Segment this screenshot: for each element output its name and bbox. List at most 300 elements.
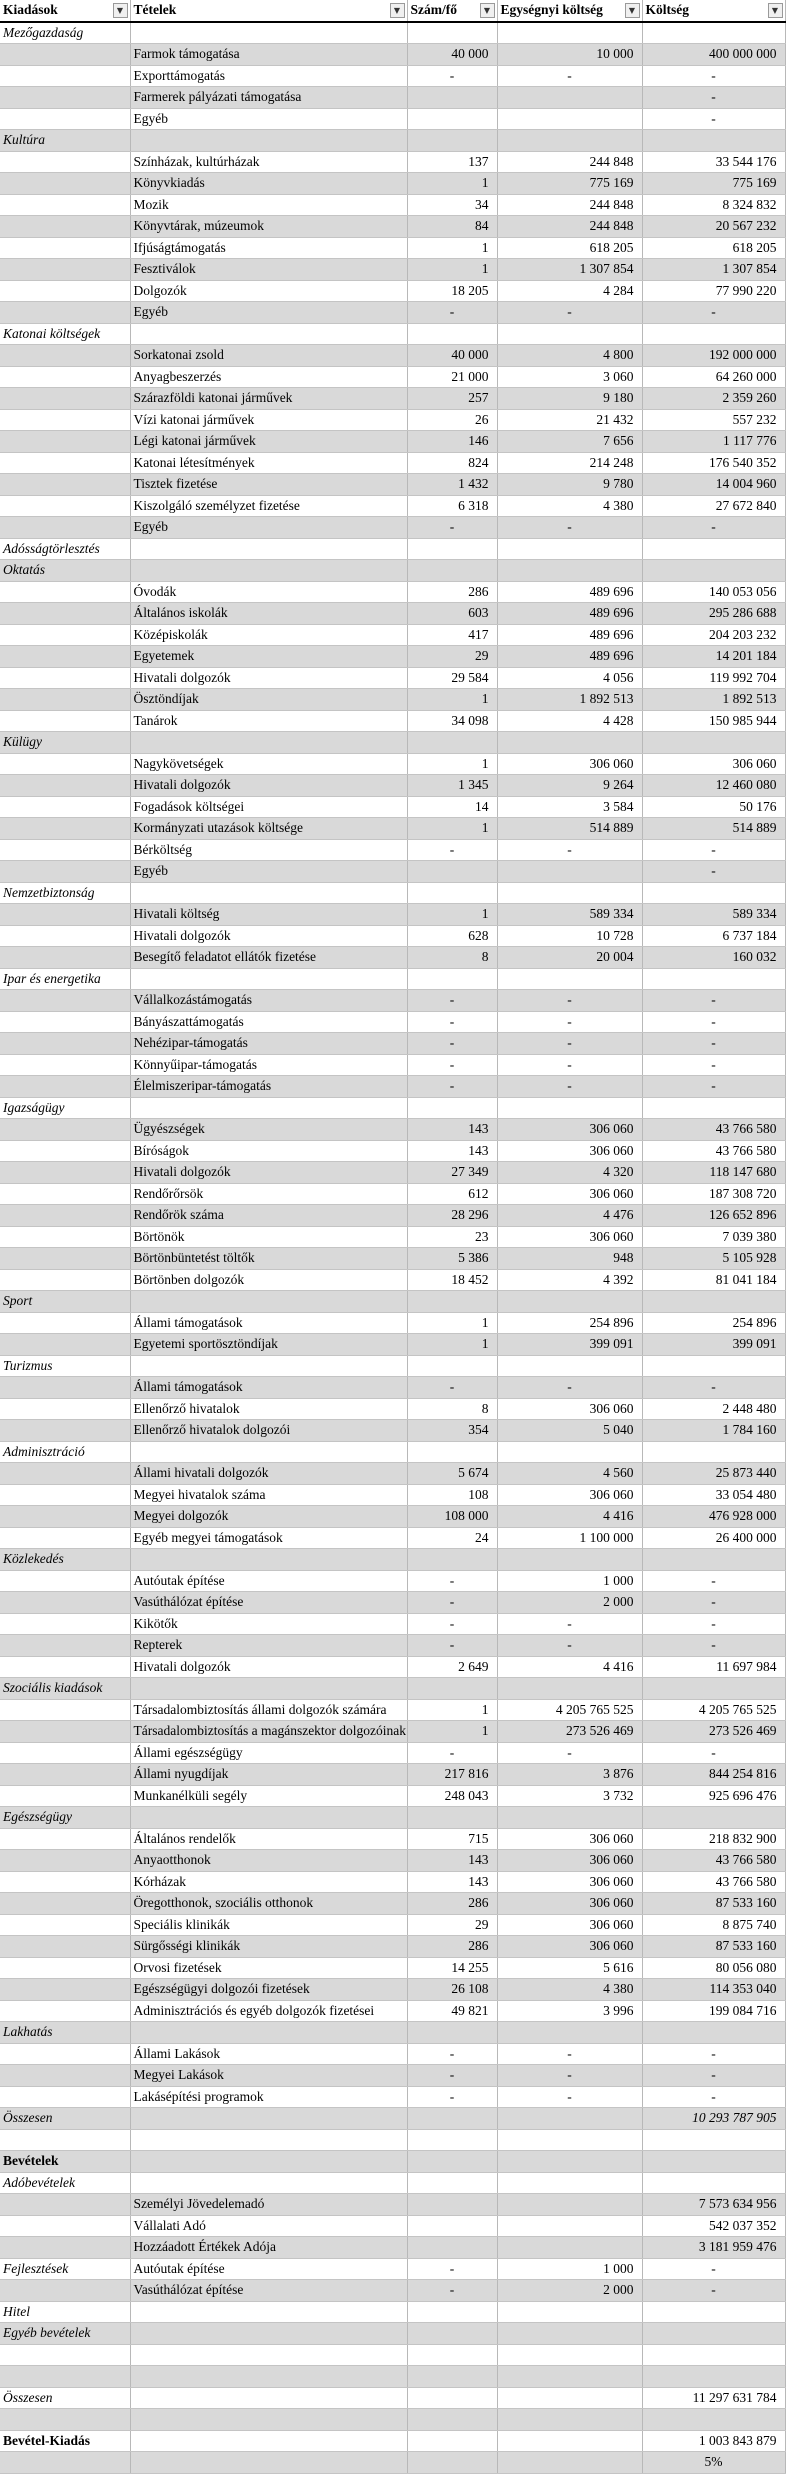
cost-cell[interactable] [642,2366,785,2388]
item-cell[interactable]: Könyvtárak, múzeumok [130,216,407,238]
cost-cell[interactable] [642,1355,785,1377]
category-cell[interactable] [0,65,130,87]
category-cell[interactable] [0,1162,130,1184]
cost-cell[interactable]: 557 232 [642,409,785,431]
category-cell[interactable] [0,1033,130,1055]
unit-cost-cell[interactable]: 306 060 [497,1140,642,1162]
cost-cell[interactable]: 43 766 580 [642,1119,785,1141]
unit-cost-cell[interactable] [497,560,642,582]
item-cell[interactable]: Óvodák [130,581,407,603]
unit-cost-cell[interactable]: 514 889 [497,818,642,840]
category-cell[interactable] [0,1764,130,1786]
cost-cell[interactable]: 43 766 580 [642,1850,785,1872]
item-cell[interactable]: Börtönben dolgozók [130,1269,407,1291]
count-cell[interactable] [407,2301,497,2323]
cost-cell[interactable]: 6 737 184 [642,925,785,947]
unit-cost-cell[interactable]: 9 180 [497,388,642,410]
item-cell[interactable]: Farmerek pályázati támogatása [130,87,407,109]
unit-cost-cell[interactable]: 489 696 [497,646,642,668]
count-cell[interactable]: - [407,990,497,1012]
category-cell[interactable] [0,1484,130,1506]
category-cell[interactable] [0,517,130,539]
count-cell[interactable]: - [407,1592,497,1614]
category-cell[interactable] [0,2280,130,2302]
count-cell[interactable]: 286 [407,581,497,603]
item-cell[interactable]: Vállalati Adó [130,2215,407,2237]
item-cell[interactable]: Hivatali dolgozók [130,1162,407,1184]
unit-cost-cell[interactable] [497,1549,642,1571]
unit-cost-cell[interactable]: 4 380 [497,495,642,517]
count-cell[interactable]: 1 345 [407,775,497,797]
item-cell[interactable]: Könyvkiadás [130,173,407,195]
unit-cost-cell[interactable]: - [497,1011,642,1033]
item-cell[interactable] [130,2301,407,2323]
item-cell[interactable] [130,2366,407,2388]
unit-cost-cell[interactable] [497,2022,642,2044]
category-cell[interactable]: Lakhatás [0,2022,130,2044]
item-cell[interactable]: Hivatali dolgozók [130,667,407,689]
category-cell[interactable] [0,796,130,818]
cost-cell[interactable] [642,1097,785,1119]
cost-cell[interactable]: 14 201 184 [642,646,785,668]
category-cell[interactable] [0,1957,130,1979]
count-cell[interactable] [407,882,497,904]
cost-cell[interactable]: 5 105 928 [642,1248,785,1270]
unit-cost-cell[interactable]: 4 476 [497,1205,642,1227]
category-cell[interactable] [0,237,130,259]
category-cell[interactable] [0,1506,130,1528]
count-cell[interactable]: 108 [407,1484,497,1506]
unit-cost-cell[interactable]: - [497,1054,642,1076]
unit-cost-cell[interactable] [497,732,642,754]
category-cell[interactable] [0,495,130,517]
item-cell[interactable] [130,323,407,345]
item-cell[interactable] [130,2409,407,2431]
item-cell[interactable]: Könnyűipar-támogatás [130,1054,407,1076]
cost-cell[interactable]: 11 697 984 [642,1656,785,1678]
item-cell[interactable]: Állami Lakások [130,2043,407,2065]
cost-cell[interactable]: 160 032 [642,947,785,969]
category-cell[interactable] [0,280,130,302]
unit-cost-cell[interactable]: 214 248 [497,452,642,474]
cost-cell[interactable]: 199 084 716 [642,2000,785,2022]
cost-cell[interactable]: 399 091 [642,1334,785,1356]
category-cell[interactable]: Mezőgazdaság [0,22,130,44]
category-cell[interactable] [0,2129,130,2151]
category-cell[interactable] [0,2000,130,2022]
cost-cell[interactable]: 8 324 832 [642,194,785,216]
category-cell[interactable]: Katonai költségek [0,323,130,345]
item-cell[interactable]: Ifjúságtámogatás [130,237,407,259]
count-cell[interactable] [407,861,497,883]
cost-cell[interactable]: - [642,1592,785,1614]
unit-cost-cell[interactable]: 1 100 000 [497,1527,642,1549]
count-cell[interactable] [407,2452,497,2474]
count-cell[interactable] [407,2194,497,2216]
cost-cell[interactable]: 5% [642,2452,785,2474]
category-cell[interactable]: Igazságügy [0,1097,130,1119]
count-cell[interactable] [407,2215,497,2237]
count-cell[interactable] [407,2237,497,2259]
category-cell[interactable] [0,1914,130,1936]
category-cell[interactable]: Külügy [0,732,130,754]
count-cell[interactable] [407,22,497,44]
unit-cost-cell[interactable]: 10 728 [497,925,642,947]
unit-cost-cell[interactable]: 306 060 [497,1119,642,1141]
count-cell[interactable]: 217 816 [407,1764,497,1786]
category-cell[interactable] [0,1011,130,1033]
unit-cost-cell[interactable]: 306 060 [497,1226,642,1248]
item-cell[interactable]: Speciális klinikák [130,1914,407,1936]
category-cell[interactable] [0,1420,130,1442]
unit-cost-cell[interactable] [497,1678,642,1700]
unit-cost-cell[interactable]: - [497,1377,642,1399]
cost-cell[interactable] [642,968,785,990]
category-cell[interactable] [0,366,130,388]
item-cell[interactable]: Általános iskolák [130,603,407,625]
unit-cost-cell[interactable]: 1 892 513 [497,689,642,711]
cost-cell[interactable] [642,882,785,904]
count-cell[interactable]: 248 043 [407,1785,497,1807]
cost-cell[interactable]: 844 254 816 [642,1764,785,1786]
category-cell[interactable]: Sport [0,1291,130,1313]
cost-cell[interactable]: - [642,1033,785,1055]
item-cell[interactable] [130,1678,407,1700]
item-cell[interactable] [130,2108,407,2130]
cost-cell[interactable]: 542 037 352 [642,2215,785,2237]
unit-cost-cell[interactable]: 9 264 [497,775,642,797]
count-cell[interactable]: 29 [407,1914,497,1936]
item-cell[interactable] [130,2344,407,2366]
item-cell[interactable]: Sorkatonai zsold [130,345,407,367]
unit-cost-cell[interactable]: 4 416 [497,1656,642,1678]
count-cell[interactable]: - [407,302,497,324]
item-cell[interactable]: Megyei hivatalok száma [130,1484,407,1506]
category-cell[interactable] [0,259,130,281]
cost-cell[interactable]: 50 176 [642,796,785,818]
unit-cost-cell[interactable]: 254 896 [497,1312,642,1334]
item-cell[interactable]: Farmok támogatása [130,44,407,66]
category-cell[interactable] [0,173,130,195]
cost-cell[interactable]: - [642,2065,785,2087]
category-cell[interactable] [0,581,130,603]
count-cell[interactable]: - [407,2280,497,2302]
cost-cell[interactable] [642,2172,785,2194]
item-cell[interactable]: Élelmiszeripar-támogatás [130,1076,407,1098]
item-cell[interactable]: Egyéb megyei támogatások [130,1527,407,1549]
unit-cost-cell[interactable]: - [497,65,642,87]
unit-cost-cell[interactable] [497,2344,642,2366]
unit-cost-cell[interactable] [497,2366,642,2388]
cost-cell[interactable] [642,22,785,44]
unit-cost-cell[interactable]: - [497,302,642,324]
category-cell[interactable] [0,1398,130,1420]
category-cell[interactable]: Adóbevételek [0,2172,130,2194]
item-cell[interactable]: Társadalombiztosítás állami dolgozók számára [130,1699,407,1721]
unit-cost-cell[interactable]: 306 060 [497,1914,642,1936]
count-cell[interactable] [407,2129,497,2151]
count-cell[interactable] [407,968,497,990]
cost-cell[interactable]: 7 039 380 [642,1226,785,1248]
cost-cell[interactable]: 12 460 080 [642,775,785,797]
category-cell[interactable] [0,345,130,367]
count-cell[interactable]: 26 [407,409,497,431]
cost-cell[interactable] [642,2129,785,2151]
cost-cell[interactable]: 306 060 [642,753,785,775]
count-cell[interactable]: 417 [407,624,497,646]
cost-cell[interactable]: - [642,1742,785,1764]
unit-cost-cell[interactable]: 20 004 [497,947,642,969]
category-cell[interactable] [0,1248,130,1270]
cost-cell[interactable]: 192 000 000 [642,345,785,367]
category-cell[interactable] [0,1635,130,1657]
cost-cell[interactable]: 119 992 704 [642,667,785,689]
unit-cost-cell[interactable] [497,1355,642,1377]
count-cell[interactable] [407,1807,497,1829]
category-cell[interactable] [0,194,130,216]
unit-cost-cell[interactable] [497,2194,642,2216]
item-cell[interactable]: Anyaotthonok [130,1850,407,1872]
count-cell[interactable]: 8 [407,947,497,969]
count-cell[interactable]: 257 [407,388,497,410]
category-cell[interactable] [0,624,130,646]
count-cell[interactable]: 1 [407,1334,497,1356]
unit-cost-cell[interactable] [497,130,642,152]
category-cell[interactable] [0,1334,130,1356]
unit-cost-cell[interactable]: 5 040 [497,1420,642,1442]
category-cell[interactable] [0,1119,130,1141]
item-cell[interactable]: Szárazföldi katonai járművek [130,388,407,410]
cost-cell[interactable] [642,2409,785,2431]
item-cell[interactable]: Állami hivatali dolgozók [130,1463,407,1485]
unit-cost-cell[interactable]: 21 432 [497,409,642,431]
item-cell[interactable]: Egészségügyi dolgozói fizetések [130,1979,407,2001]
cost-cell[interactable]: - [642,1635,785,1657]
category-cell[interactable] [0,2086,130,2108]
item-cell[interactable]: Dolgozók [130,280,407,302]
unit-cost-cell[interactable] [497,323,642,345]
unit-cost-cell[interactable]: 948 [497,1248,642,1270]
unit-cost-cell[interactable]: 3 732 [497,1785,642,1807]
count-cell[interactable]: 715 [407,1828,497,1850]
cost-cell[interactable]: - [642,1570,785,1592]
unit-cost-cell[interactable]: - [497,990,642,1012]
count-cell[interactable]: 1 432 [407,474,497,496]
item-cell[interactable]: Ügyészségek [130,1119,407,1141]
item-cell[interactable]: Hivatali dolgozók [130,775,407,797]
cost-cell[interactable]: 80 056 080 [642,1957,785,1979]
item-cell[interactable] [130,1441,407,1463]
category-cell[interactable] [0,2215,130,2237]
cost-cell[interactable] [642,538,785,560]
unit-cost-cell[interactable]: 306 060 [497,1893,642,1915]
category-cell[interactable] [0,1721,130,1743]
item-cell[interactable]: Állami nyugdíjak [130,1764,407,1786]
category-cell[interactable] [0,990,130,1012]
item-cell[interactable]: Orvosi fizetések [130,1957,407,1979]
count-cell[interactable]: - [407,1011,497,1033]
item-cell[interactable] [130,1807,407,1829]
category-cell[interactable] [0,689,130,711]
count-cell[interactable] [407,2366,497,2388]
unit-cost-cell[interactable]: - [497,2043,642,2065]
cost-cell[interactable]: 11 297 631 784 [642,2387,785,2409]
category-cell[interactable]: Kultúra [0,130,130,152]
cost-cell[interactable] [642,130,785,152]
category-cell[interactable]: Adósságtörlesztés [0,538,130,560]
unit-cost-cell[interactable]: 618 205 [497,237,642,259]
cost-cell[interactable]: 218 832 900 [642,1828,785,1850]
cost-cell[interactable]: 33 544 176 [642,151,785,173]
unit-cost-cell[interactable] [497,2430,642,2452]
count-cell[interactable] [407,130,497,152]
category-cell[interactable] [0,947,130,969]
category-cell[interactable] [0,44,130,66]
unit-cost-cell[interactable]: 4 560 [497,1463,642,1485]
category-cell[interactable]: Fejlesztések [0,2258,130,2280]
count-cell[interactable] [407,2108,497,2130]
unit-cost-cell[interactable]: 306 060 [497,753,642,775]
count-cell[interactable]: - [407,839,497,861]
count-cell[interactable]: - [407,1635,497,1657]
unit-cost-cell[interactable] [497,2387,642,2409]
count-cell[interactable]: 14 255 [407,1957,497,1979]
item-cell[interactable]: Ellenőrző hivatalok [130,1398,407,1420]
cost-cell[interactable]: 1 307 854 [642,259,785,281]
item-cell[interactable]: Nehézipar-támogatás [130,1033,407,1055]
item-cell[interactable]: Állami támogatások [130,1312,407,1334]
unit-cost-cell[interactable]: 5 616 [497,1957,642,1979]
category-cell[interactable] [0,1183,130,1205]
cost-cell[interactable]: - [642,517,785,539]
count-cell[interactable] [407,2344,497,2366]
unit-cost-cell[interactable]: 306 060 [497,1183,642,1205]
category-cell[interactable] [0,2194,130,2216]
count-cell[interactable]: 108 000 [407,1506,497,1528]
cost-cell[interactable]: 87 533 160 [642,1893,785,1915]
count-cell[interactable] [407,323,497,345]
unit-cost-cell[interactable]: 4 392 [497,1269,642,1291]
category-cell[interactable] [0,775,130,797]
count-cell[interactable]: 14 [407,796,497,818]
cost-cell[interactable]: 2 448 480 [642,1398,785,1420]
count-cell[interactable] [407,2409,497,2431]
filter-dropdown-icon[interactable]: ▼ [113,3,128,18]
unit-cost-cell[interactable] [497,2323,642,2345]
item-cell[interactable]: Egyéb [130,302,407,324]
unit-cost-cell[interactable]: 10 000 [497,44,642,66]
count-cell[interactable]: 2 649 [407,1656,497,1678]
cost-cell[interactable]: 114 353 040 [642,1979,785,2001]
unit-cost-cell[interactable]: 775 169 [497,173,642,195]
category-cell[interactable] [0,431,130,453]
count-cell[interactable]: - [407,1076,497,1098]
item-cell[interactable] [130,538,407,560]
cost-cell[interactable]: 43 766 580 [642,1140,785,1162]
unit-cost-cell[interactable]: 244 848 [497,151,642,173]
cost-cell[interactable]: 27 672 840 [642,495,785,517]
unit-cost-cell[interactable]: 489 696 [497,603,642,625]
count-cell[interactable]: - [407,65,497,87]
category-cell[interactable] [0,1592,130,1614]
count-cell[interactable]: 29 [407,646,497,668]
category-cell[interactable] [0,1656,130,1678]
category-cell[interactable]: Turizmus [0,1355,130,1377]
unit-cost-cell[interactable] [497,2108,642,2130]
count-cell[interactable]: 143 [407,1850,497,1872]
cost-cell[interactable] [642,2323,785,2345]
count-cell[interactable]: 286 [407,1893,497,1915]
unit-cost-cell[interactable]: 1 000 [497,2258,642,2280]
item-cell[interactable] [130,968,407,990]
category-cell[interactable] [0,1312,130,1334]
item-cell[interactable] [130,22,407,44]
item-cell[interactable]: Börtönök [130,1226,407,1248]
item-cell[interactable]: Állami egészségügy [130,1742,407,1764]
cost-cell[interactable] [642,2151,785,2173]
category-cell[interactable] [0,2237,130,2259]
cost-cell[interactable]: 25 873 440 [642,1463,785,1485]
count-cell[interactable]: 24 [407,1527,497,1549]
count-cell[interactable]: 1 [407,904,497,926]
item-cell[interactable]: Rendőrőrsök [130,1183,407,1205]
item-cell[interactable]: Egyetemi sportösztöndíjak [130,1334,407,1356]
cost-cell[interactable]: - [642,990,785,1012]
unit-cost-cell[interactable]: 244 848 [497,216,642,238]
count-cell[interactable]: 84 [407,216,497,238]
unit-cost-cell[interactable]: 3 584 [497,796,642,818]
cost-cell[interactable]: - [642,861,785,883]
cost-cell[interactable]: 26 400 000 [642,1527,785,1549]
unit-cost-cell[interactable]: 2 000 [497,1592,642,1614]
count-cell[interactable]: 137 [407,151,497,173]
category-cell[interactable] [0,108,130,130]
item-cell[interactable] [130,2452,407,2474]
category-cell[interactable] [0,1850,130,1872]
category-cell[interactable] [0,1570,130,1592]
count-cell[interactable]: - [407,2086,497,2108]
unit-cost-cell[interactable] [497,108,642,130]
cost-cell[interactable]: 618 205 [642,237,785,259]
count-cell[interactable]: 1 [407,1699,497,1721]
cost-cell[interactable]: - [642,2086,785,2108]
item-cell[interactable]: Anyagbeszerzés [130,366,407,388]
item-cell[interactable] [130,2323,407,2345]
category-cell[interactable] [0,1377,130,1399]
count-cell[interactable] [407,1291,497,1313]
unit-cost-cell[interactable]: 7 656 [497,431,642,453]
count-cell[interactable]: 34 [407,194,497,216]
count-cell[interactable]: 1 [407,753,497,775]
cost-cell[interactable]: - [642,108,785,130]
count-cell[interactable]: - [407,2043,497,2065]
item-cell[interactable]: Kiszolgáló személyzet fizetése [130,495,407,517]
category-cell[interactable]: Bevételek [0,2151,130,2173]
item-cell[interactable]: Autóutak építése [130,1570,407,1592]
item-cell[interactable]: Egyéb [130,108,407,130]
category-cell[interactable] [0,1785,130,1807]
count-cell[interactable]: 26 108 [407,1979,497,2001]
count-cell[interactable]: 143 [407,1871,497,1893]
count-cell[interactable]: 143 [407,1119,497,1141]
count-cell[interactable]: 8 [407,1398,497,1420]
unit-cost-cell[interactable] [497,1291,642,1313]
cost-cell[interactable]: 64 260 000 [642,366,785,388]
count-cell[interactable]: 18 452 [407,1269,497,1291]
cost-cell[interactable]: 81 041 184 [642,1269,785,1291]
category-cell[interactable]: Közlekedés [0,1549,130,1571]
count-cell[interactable]: 146 [407,431,497,453]
